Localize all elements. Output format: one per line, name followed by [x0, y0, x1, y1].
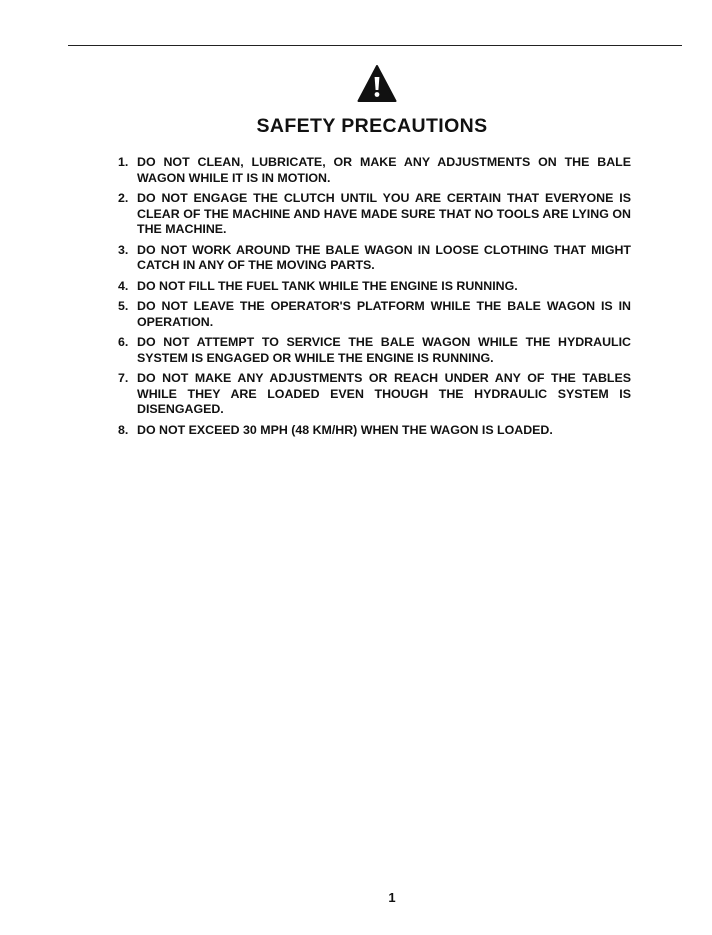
item-number: 8.: [118, 422, 129, 437]
item-text: DO NOT MAKE ANY ADJUSTMENTS OR REACH UNDER ANY OF THE TABLES WHILE THEY ARE LOADED EVEN THOUGH THE HYDRAULIC SYSTEM IS DISENGAGED.: [137, 371, 631, 416]
list-item: [118, 335, 631, 366]
item-number: 6.: [118, 335, 129, 349]
item-number: 3.: [118, 242, 129, 257]
item-text: DO NOT LEAVE THE OPERATOR'S PLATFORM WHILE THE BALE WAGON IS IN OPERATION.: [137, 299, 631, 329]
list-item: [118, 243, 631, 274]
item-number: 2.: [118, 191, 129, 205]
item-text: DO NOT CLEAN, LUBRICATE, OR MAKE ANY ADJUSTMENTS ON THE BALE WAGON WHILE IT IS IN MOTION.: [137, 155, 631, 185]
item-text: DO NOT ATTEMPT TO SERVICE THE BALE WAGON WHILE THE HYDRAULIC SYSTEM IS ENGAGED OR WHILE THE ENGINE IS RUNNING.: [137, 335, 631, 365]
item-number: 1.: [118, 155, 129, 169]
top-rule: [68, 45, 682, 46]
page-title: SAFETY PRECAUTIONS: [256, 115, 488, 137]
item-text: DO NOT ENGAGE THE CLUTCH UNTIL YOU ARE CERTAIN THAT EVERYONE IS CLEAR OF THE MACHINE AND HAVE MADE SURE THAT NO TOOLS ARE LYING ON THE MACHINE.: [137, 191, 631, 236]
list-item: [118, 279, 631, 295]
list-item: [118, 155, 631, 186]
list-item: [118, 371, 631, 418]
item-number: 7.: [118, 371, 129, 385]
page-number: 1: [388, 890, 396, 905]
warning-triangle-icon: [357, 64, 397, 104]
list-item: [118, 423, 631, 439]
precautions-list: [118, 155, 631, 443]
item-text: DO NOT FILL THE FUEL TANK WHILE THE ENGINE IS RUNNING.: [137, 278, 518, 293]
list-item: [118, 191, 631, 238]
item-number: 5.: [118, 299, 129, 313]
list-item: [118, 299, 631, 330]
item-text: DO NOT EXCEED 30 MPH (48 KM/HR) WHEN THE WAGON IS LOADED.: [137, 422, 553, 437]
item-number: 4.: [118, 278, 129, 293]
item-text: DO NOT WORK AROUND THE BALE WAGON IN LOOSE CLOTHING THAT MIGHT CATCH IN ANY OF THE MOVING PARTS.: [137, 242, 631, 272]
